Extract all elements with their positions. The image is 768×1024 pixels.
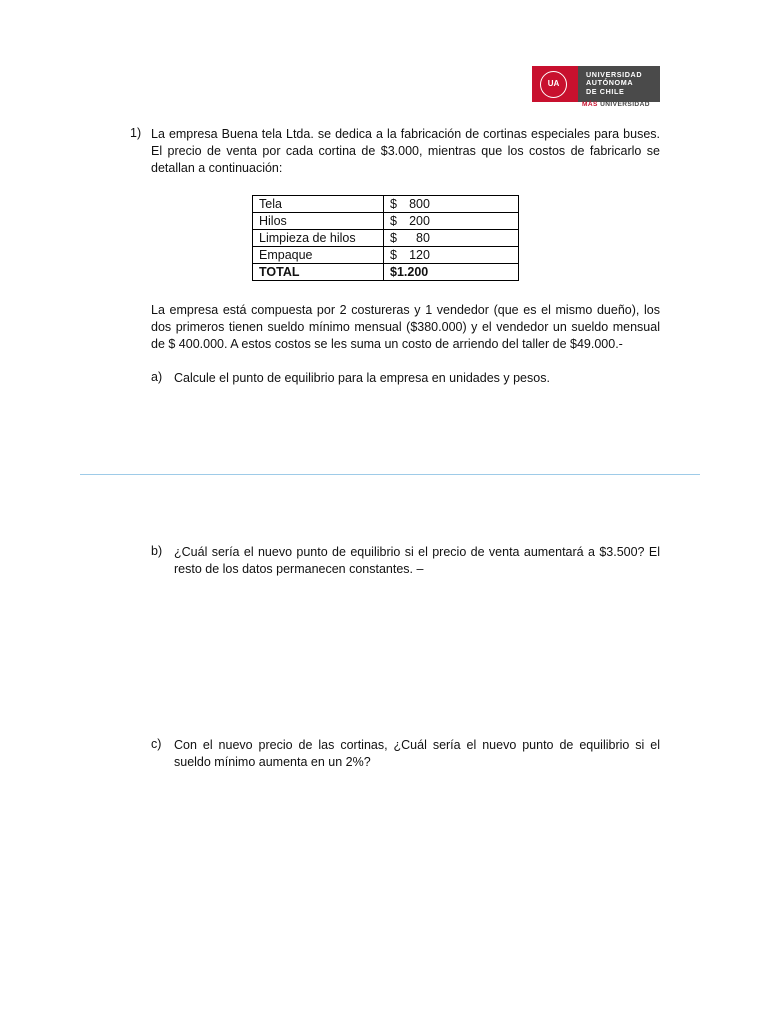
cost-amount [384, 230, 519, 247]
table-row [253, 196, 519, 213]
cost-item: Empaque [253, 247, 384, 264]
table-row [253, 230, 519, 247]
logo-banner [532, 66, 660, 102]
part-a-label: a) [151, 370, 163, 384]
currency-sign: $ [390, 248, 397, 262]
logo-line-2: AUTÓNOMA [586, 78, 634, 88]
currency-sign: $ [390, 197, 397, 211]
question-number: 1) [130, 126, 142, 140]
total-label: TOTAL [253, 264, 384, 281]
logo-line-3: DE CHILE [586, 86, 625, 96]
table-total-row [253, 264, 519, 281]
logo-wordmark [586, 71, 642, 96]
part-b-text: ¿Cuál sería el nuevo punto de equilibrio si el precio de venta aumentará a $3.500? El resto de los datos permanecen constantes. – [174, 545, 660, 576]
logo-tagline-rest: UNIVERSIDAD [597, 101, 650, 108]
university-seal-icon [540, 71, 567, 98]
cost-table [252, 195, 519, 281]
total-value: $1.200 [384, 264, 519, 281]
currency-sign: $ [390, 214, 397, 228]
part-b-label: b) [151, 544, 163, 558]
cost-item: Tela [253, 196, 384, 213]
cost-item: Hilos [253, 213, 384, 230]
table-row [253, 247, 519, 264]
logo-red-panel [532, 66, 578, 102]
logo-tagline-accent: MÁS [582, 101, 598, 108]
cost-amount [384, 196, 519, 213]
logo-tagline [582, 101, 650, 108]
part-c-label: c) [151, 737, 162, 751]
amount-value: 800 [409, 197, 430, 211]
cost-amount [384, 213, 519, 230]
question-details: La empresa está compuesta por 2 costureras y 1 vendedor (que es el mismo dueño), los dos primeros tienen sueldo mínimo mensual ($380.000) y el vendedor un sueldo mensual de $ 400.000. A estos costos se les suma un costo de arriendo del taller de $49.000.- [151, 303, 660, 351]
seal-text: UA [547, 79, 560, 88]
logo-line-1: UNIVERSIDAD [586, 70, 643, 79]
part-a-text: Calcule el punto de equilibrio para la empresa en unidades y pesos. [174, 371, 550, 385]
cost-amount [384, 247, 519, 264]
page-divider [80, 474, 700, 475]
cost-item: Limpieza de hilos [253, 230, 384, 247]
part-c-text: Con el nuevo precio de las cortinas, ¿Cuál sería el nuevo punto de equilibrio si el sueldo mínimo aumenta en un 2%? [174, 738, 660, 769]
university-logo [532, 66, 660, 108]
amount-value: 120 [409, 248, 430, 262]
amount-value: 200 [409, 214, 430, 228]
amount-value: 80 [416, 231, 430, 245]
currency-sign: $ [390, 231, 397, 245]
question-intro: La empresa Buena tela Ltda. se dedica a la fabricación de cortinas especiales para buses. El precio de venta por cada cortina de $3.000, mientras que los costos de fabricarlo se detallan a continuación: [151, 127, 660, 175]
table-row [253, 213, 519, 230]
